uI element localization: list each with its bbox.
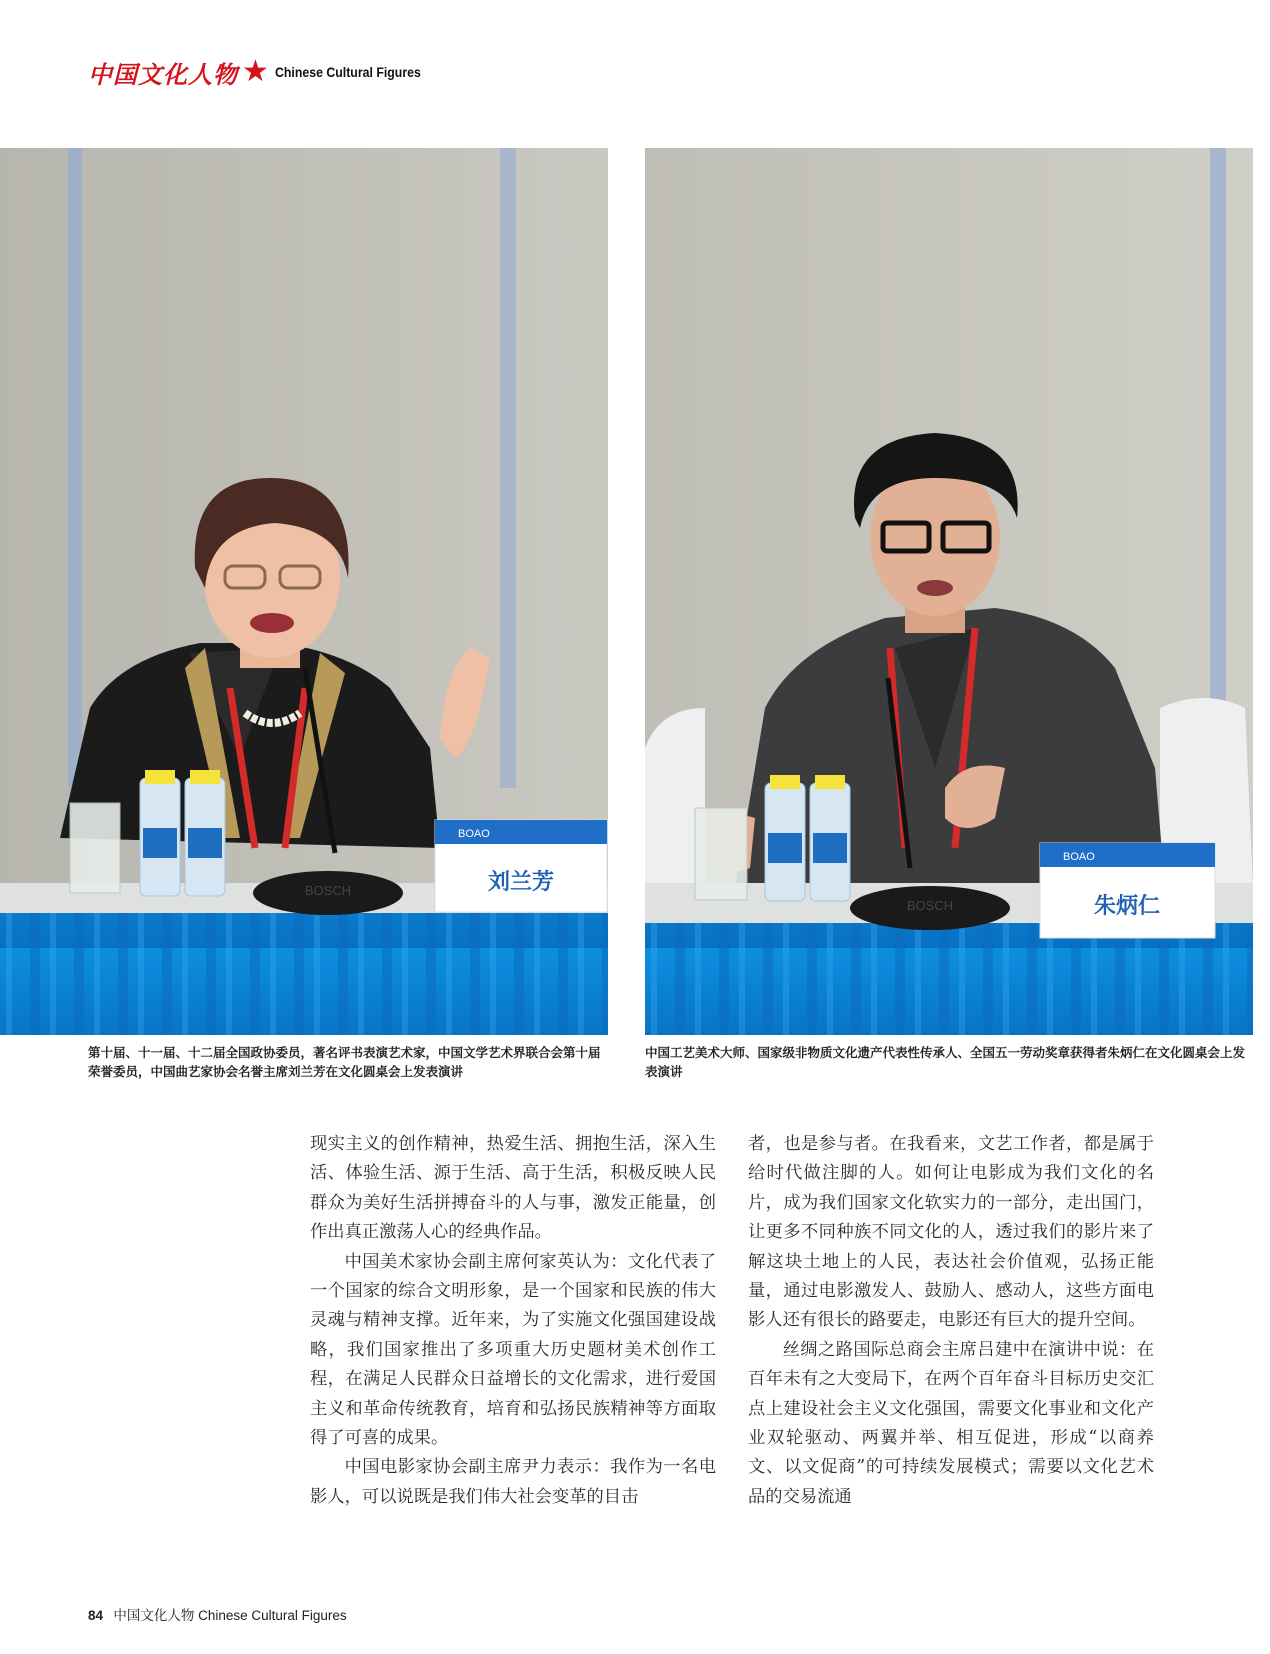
footer-title: 中国文化人物 Chinese Cultural Figures — [113, 1608, 347, 1623]
paragraph: 中国美术家协会副主席何家英认为：文化代表了一个国家的综合文明形象，是一个国家和民族的伟大灵魂与精神支撑。近年来，为了实施文化强国建设战略，我们国家推出了多项重大历史题材美术创作工程，在满足人民群众日益增长的文化需求，进行爱国主义和革命传统教育，培育和弘扬民族精神等方面取得了可喜的成果。 — [310, 1251, 716, 1449]
page-number: 84 — [88, 1608, 104, 1623]
nameplate-liu-lanfang: 刘兰芳 — [487, 870, 555, 895]
mic-brand-left: BOSCH — [304, 883, 352, 898]
body-column-left — [310, 1130, 716, 1512]
paragraph: 者，也是参与者。在我看来，文艺工作者，都是属于给时代做注脚的人。如何让电影成为我们文化的名片，成为我们国家文化软实力的一部分，走出国门，让更多不同种族不同文化的人，透过我们的影片来了解这块土地上的人民，表达社会价值观，弘扬正能量，通过电影激发人、鼓励人、感动人，这些方面电影人还有很长的路要走，电影还有巨大的提升空间。 — [748, 1134, 1154, 1331]
paragraph: 现实主义的创作精神，热爱生活、拥抱生活，深入生活、体验生活、源于生活、高于生活，积极反映人民群众为美好生活拼搏奋斗的人与事，激发正能量，创作出真正激荡人心的经典作品。 — [310, 1134, 716, 1243]
paragraph: 中国电影家协会副主席尹力表示：我作为一名电影人，可以说既是我们伟大社会变革的目击 — [310, 1457, 716, 1507]
photo-liu-lanfang — [0, 148, 608, 1035]
placard-logo-right: BOAO — [1063, 851, 1095, 863]
caption-right: 中国工艺美术大师、国家级非物质文化遗产代表性传承人、全国五一劳动奖章获得者朱炳仁在文化圆桌会上发表演讲 — [645, 1045, 1246, 1079]
mic-brand-right: BOSCH — [906, 898, 954, 913]
paragraph: 丝绸之路国际总商会主席吕建中在演讲中说：在百年未有之大变局下，在两个百年奋斗目标历史交汇点上建设社会主义文化强国，需要文化事业和文化产业双轮驱动、两翼并举、相互促进，形成“以商养文、以文促商”的可持续发展模式；需要以文化艺术品的交易流通 — [748, 1339, 1154, 1507]
masthead — [88, 52, 441, 92]
caption-left: 第十届、十一届、十二届全国政协委员，著名评书表演艺术家，中国文学艺术界联合会第十届荣誉委员，中国曲艺家协会名誉主席刘兰芳在文化圆桌会上发表演讲 — [88, 1045, 601, 1079]
photo-zhu-bingren — [645, 148, 1253, 1035]
photo-zhu-bingren-image — [645, 148, 1253, 1035]
placard-logo-left: BOAO — [458, 828, 490, 840]
masthead-title-en: Chinese Cultural Figures — [274, 64, 421, 80]
masthead-title-cn: 中国文化人物 — [88, 59, 238, 89]
star-icon: ★ — [242, 54, 269, 89]
photo-liu-lanfang-image — [0, 148, 608, 1035]
page-footer — [88, 1604, 347, 1624]
nameplate-zhu-bingren: 朱炳仁 — [1093, 894, 1161, 919]
body-column-right — [748, 1130, 1154, 1512]
